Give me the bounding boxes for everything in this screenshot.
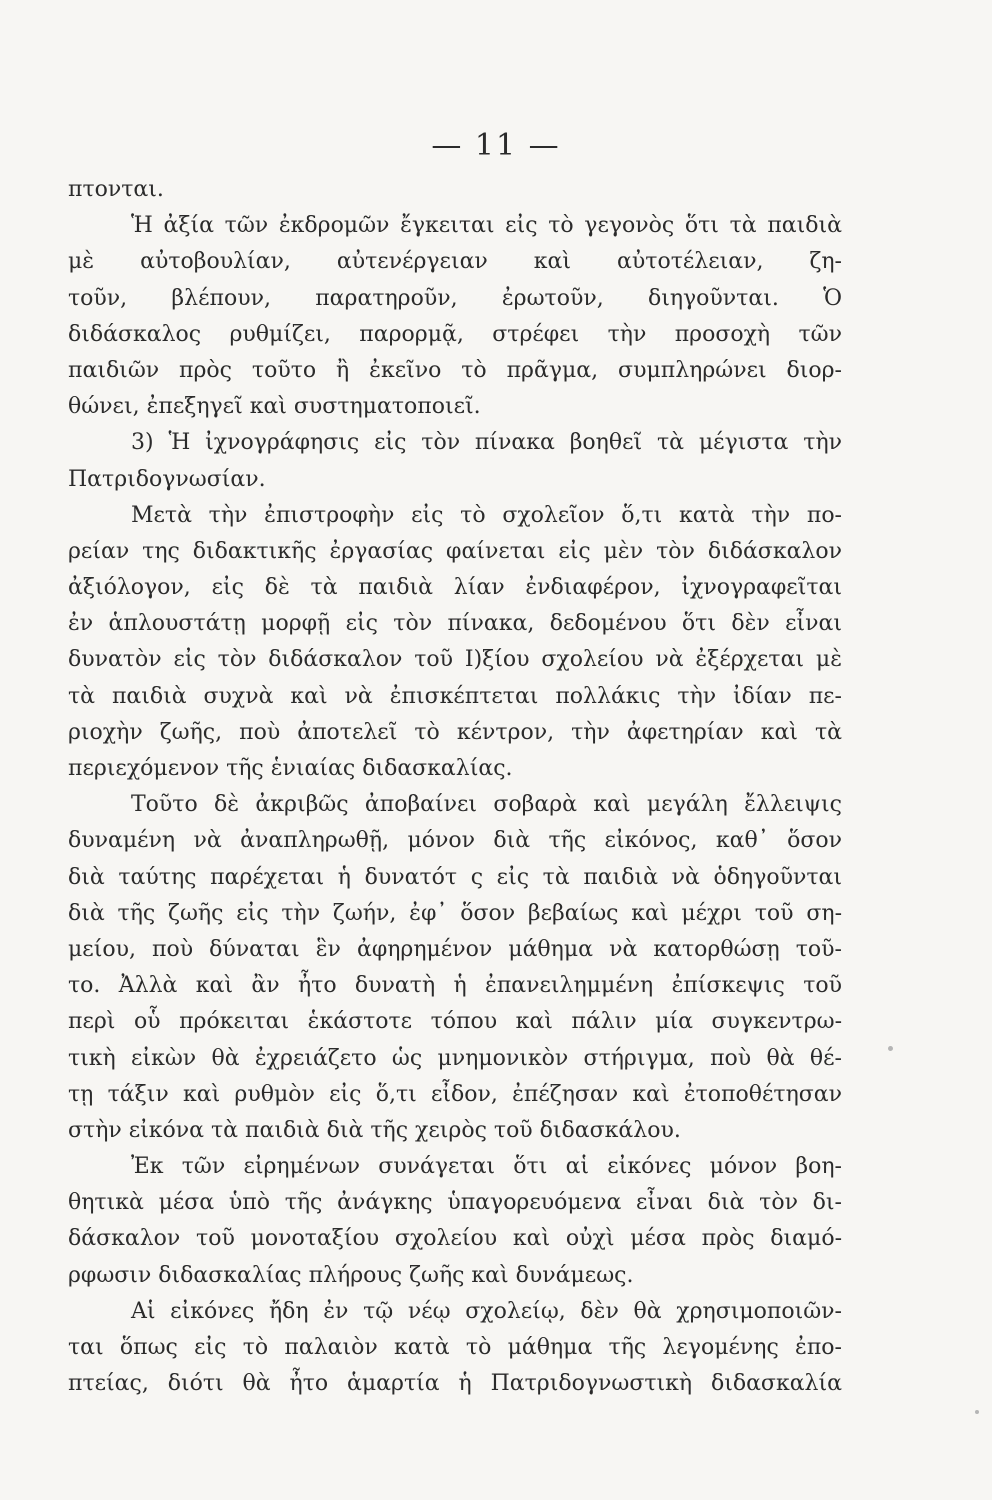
text-line: τὰ παιδιὰ συχνὰ καὶ νὰ ἐπισκέπτεται πολλάκις τὴν ἰδίαν πε- [68, 683, 842, 709]
text-line: τοῦν, βλέπουν, παρατηροῦν, ἐρωτοῦν, διηγοῦνται. Ὁ [68, 285, 842, 311]
text-line: δυνατὸν εἰς τὸν διδάσκαλον τοῦ Ι)ξίου σχολείου νὰ ἐξέρχεται μὲ [68, 647, 842, 673]
text-line: θώνει, ἐπεξηγεῖ καὶ συστηματοποιεῖ. [68, 394, 481, 420]
text-line: ἐν ἁπλουστάτῃ μορφῇ εἰς τὸν πίνακα, δεδομένου ὅτι δὲν εἶναι [68, 611, 842, 637]
text-line: διδάσκαλος ρυθμίζει, παρορμᾷ, στρέφει τὴν προσοχὴ τῶν [68, 321, 842, 347]
text-line: Μετὰ τὴν ἐπιστροφὴν εἰς τὸ σχολεῖον ὅ,τι κατὰ τὴν πο- [131, 502, 842, 528]
text-line: περὶ οὗ πρόκειται ἑκάστοτε τόπου καὶ πάλιν μία συγκεντρω- [68, 1009, 842, 1035]
paper-speck [975, 1410, 979, 1414]
text-line: το. Ἀλλὰ καὶ ἂν ἦτο δυνατὴ ἡ ἐπανειλημμένη ἐπίσκεψις τοῦ [68, 973, 842, 999]
text-line: μὲ αὐτοβουλίαν, αὐτενέργειαν καὶ αὐτοτέλειαν, ζη- [68, 249, 842, 275]
text-line: ρείαν της διδακτικῆς ἐργασίας φαίνεται εἰς μὲν τὸν διδάσκαλον [68, 538, 842, 564]
text-line: Ἡ ἀξία τῶν ἐκδρομῶν ἔγκειται εἰς τὸ γεγονὸς ὅτι τὰ παιδιὰ [131, 213, 842, 239]
text-line: 3) Ἡ ἰχνογράφησις εἰς τὸν πίνακα βοηθεῖ τὰ μέγιστα τὴν [131, 430, 842, 456]
text-line: τικὴ εἰκὼν θὰ ἐχρειάζετο ὡς μνημονικὸν στήριγμα, ποὺ θὰ θέ- [68, 1045, 842, 1071]
text-line: δάσκαλον τοῦ μονοταξίου σχολείου καὶ οὐχὶ μέσα πρὸς διαμό- [68, 1226, 842, 1252]
text-line: Τοῦτο δὲ ἀκριβῶς ἀποβαίνει σοβαρὰ καὶ μεγάλη ἔλλειψις [131, 792, 842, 818]
text-line: διὰ τῆς ζωῆς εἰς τὴν ζωήν, ἐφ᾽ ὅσον βεβαίως καὶ μέχρι τοῦ ση- [68, 900, 842, 926]
text-line: στὴν εἰκόνα τὰ παιδιὰ διὰ τῆς χειρὸς τοῦ διδασκάλου. [68, 1117, 681, 1143]
paper-speck [888, 1046, 893, 1051]
text-line: Ἐκ τῶν εἰρημένων συνάγεται ὅτι αἱ εἰκόνες μόνον βοη- [131, 1154, 842, 1180]
text-line: Πατριδογνωσίαν. [68, 466, 266, 492]
text-line: ἀξιόλογον, εἰς δὲ τὰ παιδιὰ λίαν ἐνδιαφέρον, ἰχνογραφεῖται [68, 575, 842, 601]
text-line: ρφωσιν διδασκαλίας πλήρους ζωῆς καὶ δυνάμεως. [68, 1262, 634, 1288]
text-line: διὰ ταύτης παρέχεται ἡ δυνατότ ς εἰς τὰ παιδιὰ νὰ ὁδηγοῦνται [68, 864, 842, 890]
text-line: πτείας, διότι θὰ ἦτο ἁμαρτία ἡ Πατριδογνωστικὴ διδασκαλία [68, 1371, 842, 1397]
text-line: Αἱ εἰκόνες ἤδη ἐν τῷ νέῳ σχολείῳ, δὲν θὰ χρησιμοποιῶν- [131, 1298, 842, 1324]
text-line: δυναμένη νὰ ἀναπληρωθῇ, μόνον διὰ τῆς εἰκόνος, καθ᾽ ὅσον [68, 828, 842, 854]
text-line: περιεχόμενον τῆς ἑνιαίας διδασκαλίας. [68, 756, 513, 781]
text-line: ριοχὴν ζωῆς, ποὺ ἀποτελεῖ τὸ κέντρον, τὴν ἀφετηρίαν καὶ τὰ [68, 719, 842, 745]
page-number: — 11 — [431, 128, 561, 163]
text-line: παιδιῶν πρὸς τοῦτο ἢ ἐκεῖνο τὸ πρᾶγμα, συμπληρώνει διορ- [68, 357, 842, 383]
text-line: τῃ τάξιν καὶ ρυθμὸν εἰς ὅ,τι εἶδον, ἐπέζησαν καὶ ἐτοποθέτησαν [68, 1081, 842, 1107]
text-line: θητικὰ μέσα ὑπὸ τῆς ἀνάγκης ὑπαγορευόμενα εἶναι διὰ τὸν δι- [68, 1190, 842, 1216]
text-line: πτονται. [68, 177, 164, 202]
body-text [68, 172, 842, 1402]
text-line: ται ὅπως εἰς τὸ παλαιὸν κατὰ τὸ μάθημα τῆς λεγομένης ἐπο- [68, 1335, 842, 1360]
text-line: μείου, ποὺ δύναται ἓν ἀφηρημένον μάθημα νὰ κατορθώσῃ τοῦ- [68, 936, 842, 962]
